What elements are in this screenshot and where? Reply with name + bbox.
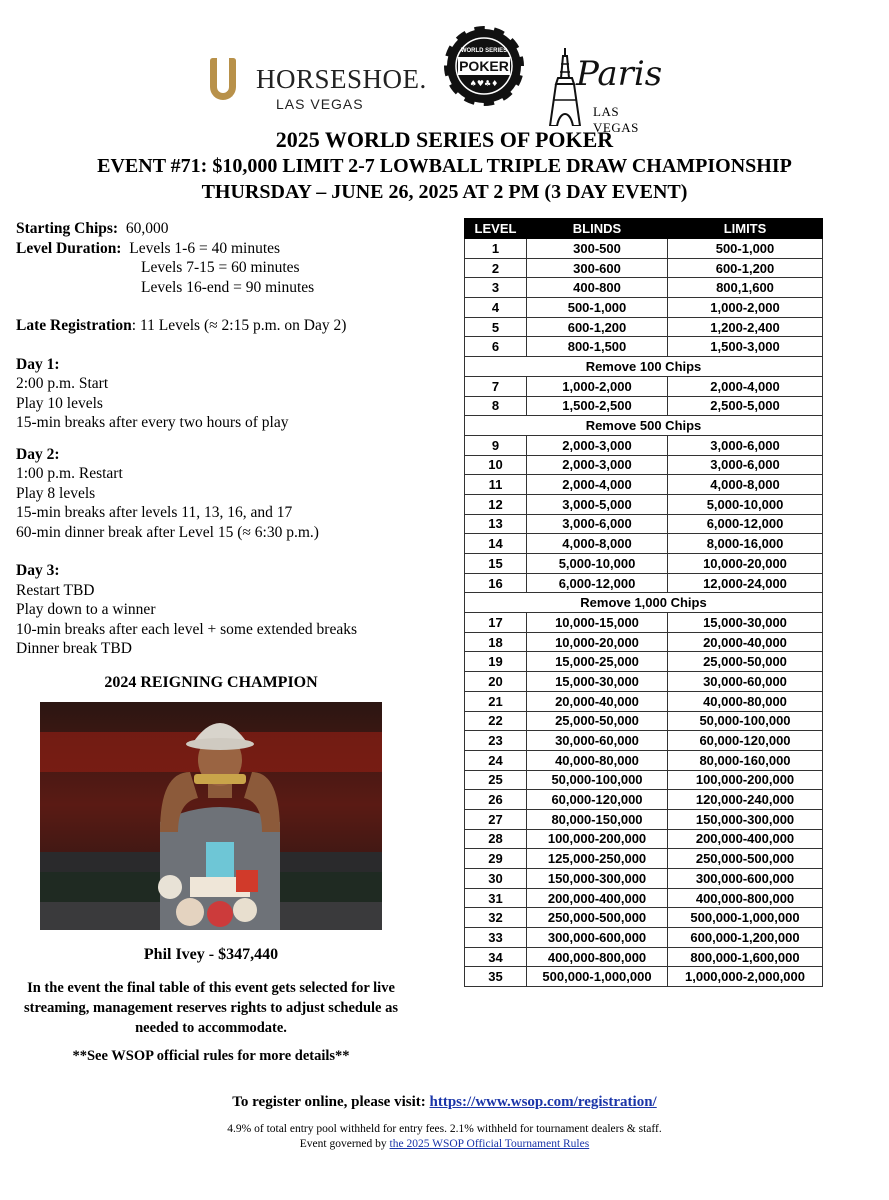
- level-cell: 11: [465, 475, 527, 495]
- level-cell: 31: [465, 888, 527, 908]
- blinds-cell: 500,000-1,000,000: [527, 967, 668, 987]
- limits-cell: 80,000-160,000: [668, 750, 823, 770]
- table-row: [465, 239, 823, 259]
- event-date: THURSDAY – JUNE 26, 2025 AT 2 PM (3 DAY EVENT): [201, 181, 688, 203]
- table-header: [465, 219, 823, 239]
- starting-chips-value: 60,000: [125, 220, 169, 237]
- chip-removal-note: Remove 1,000 Chips: [465, 593, 823, 613]
- blinds-cell: 5,000-10,000: [527, 554, 668, 574]
- level-cell: 12: [465, 494, 527, 514]
- level-cell: 19: [465, 652, 527, 672]
- blinds-cell: 600-1,200: [527, 317, 668, 337]
- limits-cell: 250,000-500,000: [668, 849, 823, 869]
- level-cell: 15: [465, 554, 527, 574]
- level-duration: [16, 239, 446, 259]
- level-cell: 6: [465, 337, 527, 357]
- paris-word: Paris: [576, 54, 663, 94]
- table-row: [465, 652, 823, 672]
- day-2-line: 1:00 p.m. Restart: [16, 465, 123, 482]
- level-cell: 1: [465, 239, 527, 259]
- limits-cell: 60,000-120,000: [668, 731, 823, 751]
- structure-table: [464, 218, 823, 987]
- late-reg-value: : 11 Levels (≈ 2:15 p.m. on Day 2): [131, 317, 347, 334]
- table-row: [465, 337, 823, 357]
- table-row: [465, 691, 823, 711]
- level-cell: 29: [465, 849, 527, 869]
- structure-rows: [465, 239, 823, 987]
- table-row: [465, 770, 823, 790]
- blinds-cell: 2,000-3,000: [527, 435, 668, 455]
- level-cell: 17: [465, 613, 527, 633]
- limits-cell: 200,000-400,000: [668, 829, 823, 849]
- level-duration-3: Levels 16-end = 90 minutes: [141, 278, 315, 296]
- rules-note: **See WSOP official rules for more details**: [72, 1048, 350, 1064]
- champion-name: Phil Ivey - $347,440: [143, 946, 279, 963]
- level-cell: 26: [465, 790, 527, 810]
- governed-line: [0, 1137, 889, 1152]
- paris-logo: [548, 48, 668, 138]
- day-1-line: 15-min breaks after every two hours of play: [16, 414, 289, 431]
- table-row: [465, 967, 823, 987]
- limits-cell: 12,000-24,000: [668, 573, 823, 593]
- wsop-suits: ♠♥♣♦: [469, 79, 499, 88]
- blinds-cell: 200,000-400,000: [527, 888, 668, 908]
- level-cell: 35: [465, 967, 527, 987]
- level-cell: 23: [465, 731, 527, 751]
- table-row: [465, 711, 823, 731]
- limits-cell: 50,000-100,000: [668, 711, 823, 731]
- horseshoe-sub: LAS VEGAS: [276, 96, 364, 112]
- limits-cell: 800,1,600: [668, 278, 823, 298]
- day-2-line: 60-min dinner break after Level 15 (≈ 6:30 p.m.): [16, 523, 319, 541]
- limits-cell: 40,000-80,000: [668, 691, 823, 711]
- limits-cell: 2,500-5,000: [668, 396, 823, 416]
- blinds-cell: 15,000-25,000: [527, 652, 668, 672]
- table-row: [465, 534, 823, 554]
- limits-cell: 500,000-1,000,000: [668, 908, 823, 928]
- level-cell: 34: [465, 947, 527, 967]
- chip-removal-note: Remove 500 Chips: [465, 416, 823, 436]
- table-row: [465, 554, 823, 574]
- level-cell: 32: [465, 908, 527, 928]
- limits-cell: 30,000-60,000: [668, 672, 823, 692]
- level-cell: 14: [465, 534, 527, 554]
- starting-chips-label: Starting Chips:: [16, 220, 119, 237]
- limits-cell: 600-1,200: [668, 258, 823, 278]
- level-cell: 25: [465, 770, 527, 790]
- register-link[interactable]: https://www.wsop.com/registration/: [429, 1094, 657, 1110]
- blinds-cell: 50,000-100,000: [527, 770, 668, 790]
- table-row: [465, 632, 823, 652]
- champion-photo: [40, 702, 382, 930]
- table-row: [465, 869, 823, 889]
- header-level: LEVEL: [465, 219, 527, 239]
- limits-cell: 800,000-1,600,000: [668, 947, 823, 967]
- streaming-note: In the event the final table of this event gets selected for live streaming, management reserves rights to adjust schedule as needed to accommodate.: [23, 980, 398, 1036]
- table-row: [465, 672, 823, 692]
- blinds-cell: 1,000-2,000: [527, 376, 668, 396]
- day-2-line: 15-min breaks after levels 11, 13, 16, and 17: [16, 504, 293, 521]
- table-row: [465, 731, 823, 751]
- blinds-cell: 150,000-300,000: [527, 869, 668, 889]
- blinds-cell: 300,000-600,000: [527, 928, 668, 948]
- starting-chips: [16, 219, 446, 239]
- level-cell: 16: [465, 573, 527, 593]
- blinds-cell: 400,000-800,000: [527, 947, 668, 967]
- blinds-cell: 25,000-50,000: [527, 711, 668, 731]
- level-cell: 27: [465, 809, 527, 829]
- blinds-cell: 60,000-120,000: [527, 790, 668, 810]
- blinds-cell: 400-800: [527, 278, 668, 298]
- blinds-cell: 40,000-80,000: [527, 750, 668, 770]
- table-row: [465, 849, 823, 869]
- level-duration-1: Levels 1-6 = 40 minutes: [129, 239, 281, 257]
- level-cell: 13: [465, 514, 527, 534]
- table-row: [465, 258, 823, 278]
- day-3-line: Play down to a winner: [16, 601, 156, 618]
- limits-cell: 20,000-40,000: [668, 632, 823, 652]
- limits-cell: 150,000-300,000: [668, 809, 823, 829]
- wsop-word: POKER: [459, 58, 509, 74]
- horseshoe-name: HORSESHOE.: [256, 64, 427, 94]
- blinds-cell: 300-600: [527, 258, 668, 278]
- limits-cell: 300,000-600,000: [668, 869, 823, 889]
- limits-cell: 600,000-1,200,000: [668, 928, 823, 948]
- blinds-cell: 100,000-200,000: [527, 829, 668, 849]
- day-2-title: Day 2:: [16, 445, 60, 463]
- table-row: [465, 829, 823, 849]
- limits-cell: 1,500-3,000: [668, 337, 823, 357]
- level-cell: 2: [465, 258, 527, 278]
- late-registration: [16, 316, 446, 336]
- limits-cell: 1,000,000-2,000,000: [668, 967, 823, 987]
- blinds-cell: 10,000-20,000: [527, 632, 668, 652]
- register-line: [0, 1094, 889, 1111]
- limits-cell: 100,000-200,000: [668, 770, 823, 790]
- blinds-cell: 2,000-4,000: [527, 475, 668, 495]
- level-cell: 18: [465, 632, 527, 652]
- table-row: [465, 573, 823, 593]
- horseshoe-icon: [210, 58, 236, 100]
- logo-bar: [0, 18, 889, 135]
- level-cell: 10: [465, 455, 527, 475]
- level-cell: 8: [465, 396, 527, 416]
- paris-sub: LAS VEGAS: [593, 104, 639, 135]
- blinds-cell: 20,000-40,000: [527, 691, 668, 711]
- champion-photo-illustration: [40, 702, 382, 930]
- blinds-cell: 6,000-12,000: [527, 573, 668, 593]
- table-row: [465, 396, 823, 416]
- level-cell: 21: [465, 691, 527, 711]
- blinds-cell: 250,000-500,000: [527, 908, 668, 928]
- blinds-cell: 1,500-2,500: [527, 396, 668, 416]
- rules-link[interactable]: the 2025 WSOP Official Tournament Rules: [389, 1138, 590, 1150]
- fees-note: [0, 1122, 889, 1152]
- table-row: [465, 514, 823, 534]
- day-1-line: Play 10 levels: [16, 394, 103, 412]
- level-cell: 33: [465, 928, 527, 948]
- blinds-cell: 125,000-250,000: [527, 849, 668, 869]
- limits-cell: 2,000-4,000: [668, 376, 823, 396]
- blinds-cell: 10,000-15,000: [527, 613, 668, 633]
- register-text: To register online, please visit:: [232, 1094, 426, 1110]
- day-3-line: 10-min breaks after each level + some extended breaks: [16, 620, 357, 638]
- day-3-line: Restart TBD: [16, 581, 95, 599]
- blinds-cell: 2,000-3,000: [527, 455, 668, 475]
- level-cell: 28: [465, 829, 527, 849]
- day-3-title: Day 3:: [16, 562, 60, 579]
- limits-cell: 1,200-2,400: [668, 317, 823, 337]
- table-row: [465, 435, 823, 455]
- level-cell: 7: [465, 376, 527, 396]
- event-title: EVENT #71: $10,000 LIMIT 2-7 LOWBALL TRIPLE DRAW CHAMPIONSHIP: [97, 155, 792, 177]
- level-cell: 20: [465, 672, 527, 692]
- day-3-line: Dinner break TBD: [16, 640, 132, 657]
- limits-cell: 120,000-240,000: [668, 790, 823, 810]
- blinds-cell: 300-500: [527, 239, 668, 259]
- fees-line: 4.9% of total entry pool withheld for entry fees. 2.1% withheld for tournament dealers & staff.: [227, 1123, 662, 1135]
- level-cell: 4: [465, 298, 527, 318]
- day-1-line: 2:00 p.m. Start: [16, 375, 109, 392]
- table-row: [465, 278, 823, 298]
- event-details: [16, 219, 446, 659]
- limits-cell: 8,000-16,000: [668, 534, 823, 554]
- limits-cell: 4,000-8,000: [668, 475, 823, 495]
- blinds-cell: 4,000-8,000: [527, 534, 668, 554]
- blinds-cell: 500-1,000: [527, 298, 668, 318]
- day-1-title: Day 1:: [16, 355, 60, 373]
- break-row: [465, 416, 823, 436]
- table-row: [465, 494, 823, 514]
- table-row: [465, 888, 823, 908]
- table-row: [465, 750, 823, 770]
- limits-cell: 25,000-50,000: [668, 652, 823, 672]
- late-reg-label: Late Registration: [16, 317, 132, 334]
- limits-cell: 5,000-10,000: [668, 494, 823, 514]
- table-row: [465, 790, 823, 810]
- level-cell: 22: [465, 711, 527, 731]
- blinds-cell: 800-1,500: [527, 337, 668, 357]
- limits-cell: 10,000-20,000: [668, 554, 823, 574]
- wsop-chip-logo: [442, 24, 526, 108]
- header-blinds: BLINDS: [527, 219, 668, 239]
- blinds-cell: 80,000-150,000: [527, 809, 668, 829]
- table-row: [465, 947, 823, 967]
- blinds-cell: 15,000-30,000: [527, 672, 668, 692]
- limits-cell: 6,000-12,000: [668, 514, 823, 534]
- level-cell: 5: [465, 317, 527, 337]
- header-limits: LIMITS: [668, 219, 823, 239]
- limits-cell: 15,000-30,000: [668, 613, 823, 633]
- blinds-cell: 3,000-6,000: [527, 514, 668, 534]
- level-duration-2: Levels 7-15 = 60 minutes: [141, 259, 300, 276]
- level-duration-label: Level Duration:: [16, 239, 122, 257]
- level-cell: 3: [465, 278, 527, 298]
- level-cell: 9: [465, 435, 527, 455]
- limits-cell: 3,000-6,000: [668, 455, 823, 475]
- table-row: [465, 298, 823, 318]
- governed-text: Event governed by: [299, 1138, 387, 1150]
- champion-title: 2024 REIGNING CHAMPION: [104, 674, 318, 691]
- level-cell: 30: [465, 869, 527, 889]
- limits-cell: 3,000-6,000: [668, 435, 823, 455]
- limits-cell: 1,000-2,000: [668, 298, 823, 318]
- table-row: [465, 908, 823, 928]
- page-title: 2025 WORLD SERIES OF POKER: [275, 127, 614, 152]
- table-row: [465, 455, 823, 475]
- limits-cell: 400,000-800,000: [668, 888, 823, 908]
- limits-cell: 500-1,000: [668, 239, 823, 259]
- blinds-cell: 3,000-5,000: [527, 494, 668, 514]
- table-row: [465, 613, 823, 633]
- table-row: [465, 376, 823, 396]
- break-row: [465, 593, 823, 613]
- day-2-line: Play 8 levels: [16, 484, 96, 502]
- wsop-top-text: WORLD SERIES: [460, 48, 508, 54]
- chip-removal-note: Remove 100 Chips: [465, 357, 823, 377]
- level-cell: 24: [465, 750, 527, 770]
- table-row: [465, 475, 823, 495]
- blinds-cell: 30,000-60,000: [527, 731, 668, 751]
- table-row: [465, 809, 823, 829]
- table-row: [465, 928, 823, 948]
- break-row: [465, 357, 823, 377]
- table-row: [465, 317, 823, 337]
